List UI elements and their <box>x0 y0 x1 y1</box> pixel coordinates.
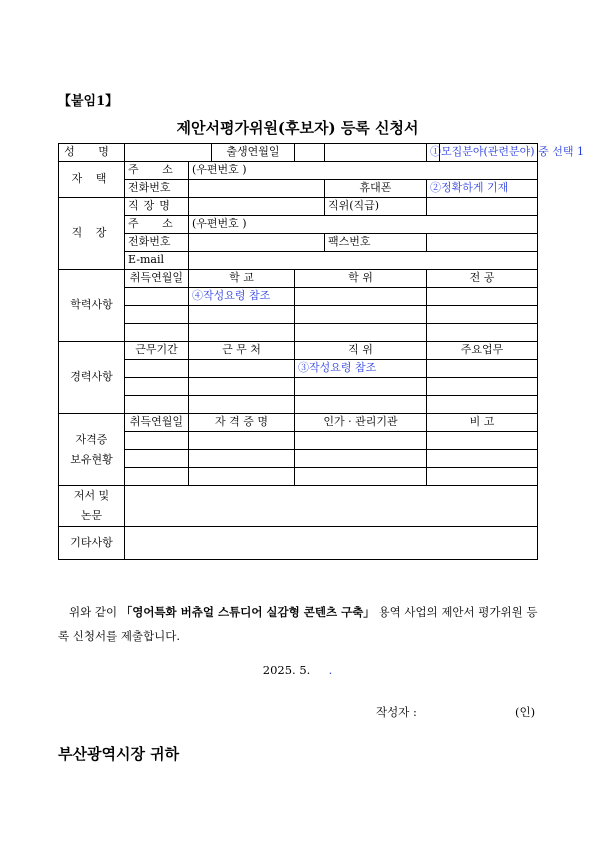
license-header: 인가 · 관리기관 <box>295 414 427 432</box>
career-cell[interactable] <box>427 396 538 414</box>
license-cell[interactable] <box>295 432 427 450</box>
education-header: 취득연월일 <box>125 270 189 288</box>
home-address-label: 주 소 <box>125 162 189 180</box>
career-header: 주요업무 <box>427 342 538 360</box>
license-header: 비 고 <box>427 414 538 432</box>
career-cell[interactable] <box>125 396 189 414</box>
education-header: 학 교 <box>189 270 295 288</box>
home-phone-label: 전화번호 <box>125 180 189 198</box>
career-label: 경력사항 <box>59 342 125 414</box>
career-cell[interactable] <box>189 396 295 414</box>
career-header: 근무기간 <box>125 342 189 360</box>
home-label: 자 택 <box>59 162 125 198</box>
license-label-line1: 자격증 <box>75 432 108 446</box>
education-label: 학력사항 <box>59 270 125 342</box>
license-cell[interactable] <box>189 432 295 450</box>
education-cell[interactable] <box>427 306 538 324</box>
education-header: 학 위 <box>295 270 427 288</box>
education-cell[interactable] <box>295 288 427 306</box>
attachment-label: 【붙임1】 <box>58 94 119 109</box>
license-header: 자 격 증 명 <box>189 414 295 432</box>
writer-label: 작성자 : <box>376 705 417 719</box>
career-cell[interactable] <box>427 360 538 378</box>
license-cell[interactable] <box>125 432 189 450</box>
mobile-note[interactable]: ②정확하게 기재 <box>427 180 538 198</box>
registration-form-table <box>58 143 584 560</box>
date-line <box>0 663 595 677</box>
recipient: 부산광역시장 귀하 <box>58 745 180 763</box>
date-dot: . <box>328 663 333 677</box>
career-cell[interactable] <box>295 378 427 396</box>
education-cell[interactable] <box>295 306 427 324</box>
career-cell[interactable] <box>189 378 295 396</box>
license-cell[interactable] <box>427 450 538 468</box>
career-header: 직 위 <box>295 342 427 360</box>
education-cell[interactable] <box>427 288 538 306</box>
work-address-input[interactable]: (우편번호 ) <box>189 216 538 234</box>
name-input[interactable] <box>125 144 212 162</box>
license-cell[interactable] <box>427 432 538 450</box>
education-cell[interactable] <box>125 324 189 342</box>
career-cell[interactable] <box>427 378 538 396</box>
education-header: 전 공 <box>427 270 538 288</box>
work-name-label: 직장명 <box>125 198 189 216</box>
education-note[interactable]: ④작성요령 참조 <box>189 288 295 306</box>
declaration <box>58 600 540 648</box>
license-cell[interactable] <box>189 468 295 486</box>
birth-label: 출생연월일 <box>212 144 295 162</box>
birth-input-extra[interactable] <box>325 144 427 162</box>
license-cell[interactable] <box>189 450 295 468</box>
career-header: 근 무 처 <box>189 342 295 360</box>
education-cell[interactable] <box>427 324 538 342</box>
field-note[interactable]: ①모집분야(관련분야) 중 선택 1 <box>427 144 440 162</box>
papers-label-line1: 저서 및 <box>73 489 110 502</box>
email-label: E-mail <box>125 252 189 270</box>
career-cell[interactable] <box>125 378 189 396</box>
work-address-label: 주 소 <box>125 216 189 234</box>
papers-label-line2: 논문 <box>80 509 103 522</box>
work-position-label: 직위(직급) <box>325 198 427 216</box>
work-phone-label: 전화번호 <box>125 234 189 252</box>
home-address-input[interactable]: (우편번호 ) <box>189 162 538 180</box>
other-input[interactable] <box>125 527 538 560</box>
career-cell[interactable] <box>125 360 189 378</box>
work-phone-input[interactable] <box>189 234 325 252</box>
name-label: 성 명 <box>59 144 125 162</box>
education-cell[interactable] <box>125 306 189 324</box>
work-position-input[interactable] <box>427 198 538 216</box>
education-cell[interactable] <box>189 306 295 324</box>
birth-input[interactable] <box>295 144 325 162</box>
work-name-input[interactable] <box>189 198 325 216</box>
license-cell[interactable] <box>125 468 189 486</box>
declaration-prefix: 위와 같이 <box>68 605 121 619</box>
education-cell[interactable] <box>125 288 189 306</box>
project-name: 「영어특화 버츄얼 스튜디어 실감형 콘텐츠 구축」 <box>120 605 375 619</box>
other-label: 기타사항 <box>59 527 125 560</box>
seal-label: (인) <box>515 705 536 719</box>
education-cell[interactable] <box>189 324 295 342</box>
license-label-line2: 보유현황 <box>70 452 113 466</box>
license-cell[interactable] <box>295 450 427 468</box>
career-cell[interactable] <box>295 396 427 414</box>
papers-input[interactable] <box>125 486 538 527</box>
papers-label <box>59 486 125 527</box>
license-label <box>59 414 125 486</box>
declaration-suffix: 용역 사업의 제안서 평가위원 등록 신청서를 제출합니다. <box>58 605 538 643</box>
home-phone-input[interactable] <box>189 180 325 198</box>
document-title: 제안서평가위원(후보자) 등록 신청서 <box>176 119 419 137</box>
mobile-label: 휴대폰 <box>325 180 427 198</box>
date-text: 2025. 5. <box>262 663 311 677</box>
education-cell[interactable] <box>295 324 427 342</box>
license-cell[interactable] <box>125 450 189 468</box>
work-label: 직 장 <box>59 198 125 270</box>
career-note[interactable]: ③작성요령 참조 <box>295 360 427 378</box>
career-cell[interactable] <box>189 360 295 378</box>
fax-label: 팩스번호 <box>325 234 427 252</box>
license-cell[interactable] <box>295 468 427 486</box>
email-input[interactable] <box>189 252 538 270</box>
license-cell[interactable] <box>427 468 538 486</box>
license-header: 취득연월일 <box>125 414 189 432</box>
fax-input[interactable] <box>427 234 538 252</box>
